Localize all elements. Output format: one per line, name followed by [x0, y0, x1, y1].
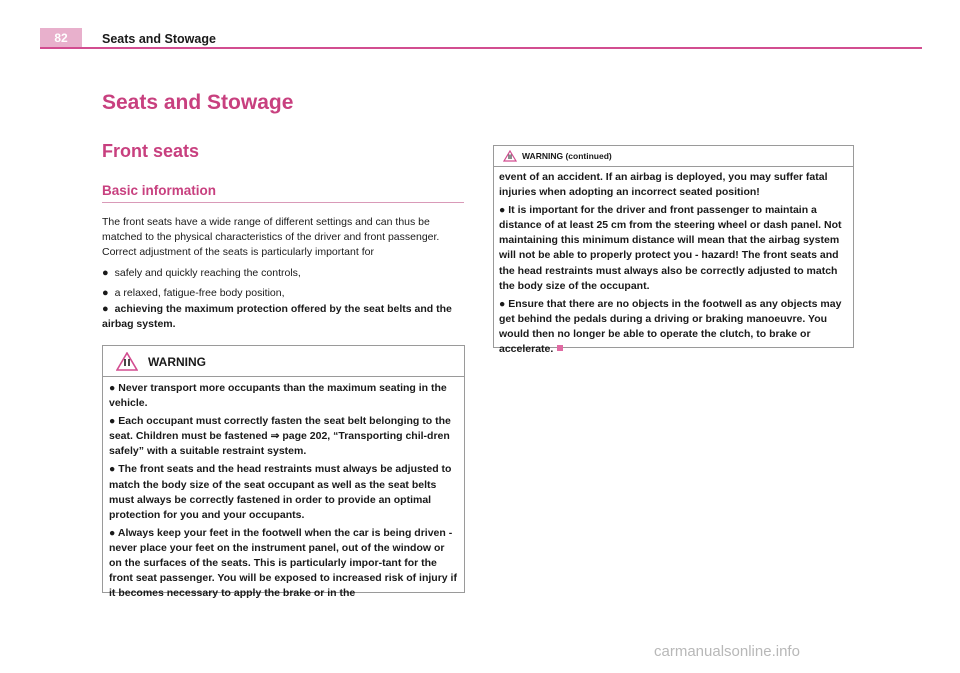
warning-continued-box — [493, 145, 854, 356]
bullet-icon: ● — [499, 204, 509, 217]
footer-watermark: carmanualsonline.info — [654, 643, 800, 660]
warning-continued-title: WARNING (continued) — [522, 151, 612, 161]
bullet-icon: ● — [109, 382, 119, 394]
topic-rule — [102, 202, 464, 203]
bullet-icon: ● — [102, 287, 109, 299]
warning-item: ● Always keep your feet in the footwell when the car is being driven - never place your feet on the instrument panel, out of the window or on the surfaces of the seats. This is particularly impor-tant for the front seat passenger. You will be exposed to increased risk of injury if it becomes necessary to apply the brake or in the — [109, 526, 457, 600]
bullet-icon: ● — [102, 303, 109, 315]
bullet-icon: ● — [109, 463, 119, 476]
bullet-item: ● safely and quickly reaching the controls, — [102, 267, 301, 279]
running-title: Seats and Stowage — [102, 32, 216, 46]
section-end-marker — [557, 345, 563, 351]
warning-item: ● It is important for the driver and front passenger to maintain a distance of at least 25 cm from the steering wheel or dash panel. Not maintaining this minimum distance will mean that the airbag system will not be able to properly protect you - hazard! The front seats and the head restraints must always also be correctly adjusted to match the body size of the occupant. — [499, 204, 842, 292]
intro-paragraph: The front seats have a wide range of different settings and can thus be matched to the physical characteristics of the driver and front passenger. Correct adjustment of the seats is particularly important for — [102, 216, 440, 258]
warning-item: ● The front seats and the head restraints must always be adjusted to match the body size of the seat occupant as well as the seat belts must always be correctly fastened in order to provide an optimal protection for you and your occupants. — [109, 463, 452, 521]
section-title: Seats and Stowage — [102, 91, 294, 114]
warning-header — [103, 346, 464, 377]
warning-continued-body — [494, 167, 853, 357]
warning-item: ● Each occupant must correctly fasten the seat belt belonging to the seat. Children must be fastened ⇒ page 202, “Transporting chil-dren safely” with a suitable restraint system. — [109, 415, 451, 458]
header-rule — [40, 47, 922, 49]
bullet-icon: ● — [109, 415, 119, 428]
warning-title: WARNING — [148, 355, 206, 369]
warning-item: ● Ensure that there are no objects in the footwell as any objects may get behind the pedals during a driving or braking manoeuvre. You would then no longer be able to operate the clutch, to brake or accelerate. — [499, 297, 842, 356]
warning-triangle-icon — [116, 352, 138, 371]
bullet-icon: ● — [109, 526, 118, 539]
warning-body — [103, 377, 464, 601]
warning-continuation-text: event of an accident. If an airbag is deployed, you may suffer fatal injuries when adopting an incorrect seated position! — [499, 171, 828, 199]
warning-item: ● Never transport more occupants than the maximum seating in the vehicle. — [109, 382, 447, 410]
page-number: 82 — [40, 28, 82, 48]
warning-continued-header — [494, 146, 853, 167]
bullet-icon: ● — [499, 297, 509, 310]
warning-triangle-icon — [503, 150, 517, 162]
topic-title: Basic information — [102, 183, 217, 198]
bullet-item: ● a relaxed, fatigue-free body position, — [102, 287, 285, 299]
subsection-title: Front seats — [102, 141, 200, 161]
bullet-item: ● achieving the maximum protection offered by the seat belts and the airbag system. — [102, 303, 452, 330]
bullet-icon: ● — [102, 267, 109, 279]
warning-box — [102, 345, 465, 600]
